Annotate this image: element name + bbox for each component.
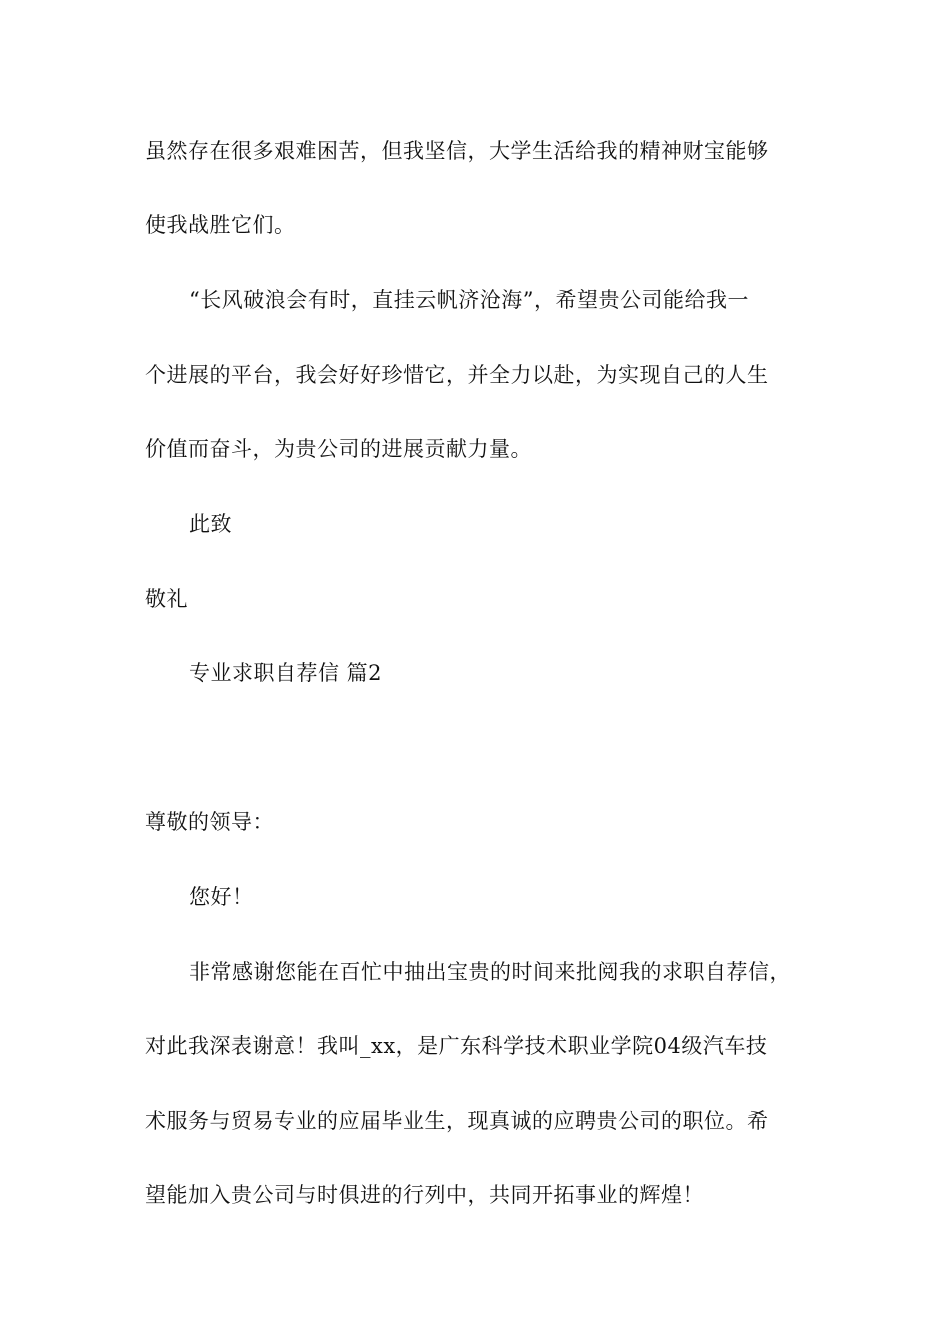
- paragraph-line: 对此我深表谢意！我叫_xx，是广东科学技术职业学院04级汽车技: [145, 1034, 768, 1058]
- paragraph-line: 望能加入贵公司与时俱进的行列中，共同开拓事业的辉煌！: [145, 1183, 704, 1207]
- greeting-recipient: 尊敬的领导：: [145, 810, 274, 834]
- paragraph-line: 个进展的平台，我会好好珍惜它，并全力以赴，为实现自己的人生: [145, 363, 769, 387]
- paragraph-line: 使我战胜它们。: [145, 213, 296, 237]
- paragraph-line: 价值而奋斗，为贵公司的进展贡献力量。: [145, 437, 532, 461]
- greeting: 您好！: [189, 885, 254, 909]
- closing-regards: 敬礼: [145, 587, 188, 611]
- paragraph-line: 术服务与贸易专业的应届毕业生，现真诚的应聘贵公司的职位。希: [145, 1109, 769, 1133]
- section-heading: 专业求职自荐信 篇2: [189, 661, 383, 685]
- paragraph-line: 非常感谢您能在百忙中抽出宝贵的时间来批阅我的求职自荐信，: [189, 960, 791, 984]
- paragraph-line: 虽然存在很多艰难困苦，但我坚信，大学生活给我的精神财宝能够: [145, 139, 769, 163]
- closing-salutation: 此致: [189, 512, 232, 536]
- paragraph-line: “长风破浪会有时，直挂云帆济沧海”，希望贵公司能给我一: [189, 288, 749, 312]
